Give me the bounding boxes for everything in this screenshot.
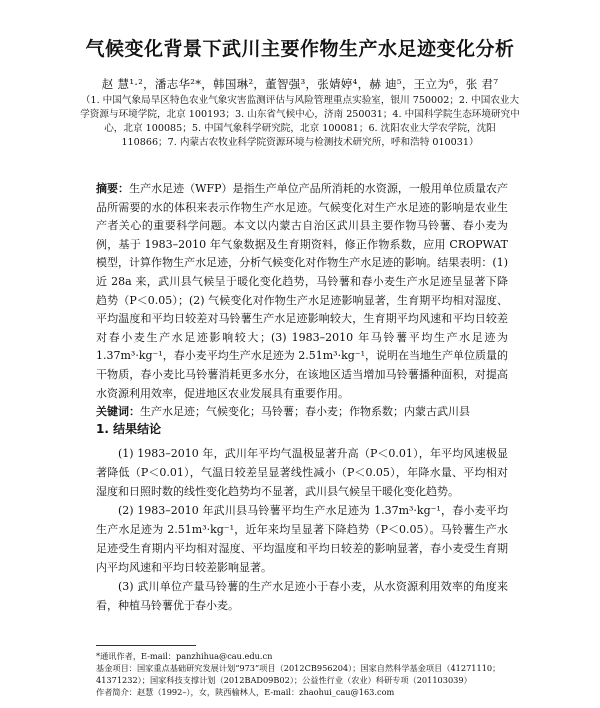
footnote-line: 41371232）；国家科技支撑计划（2012BAD09B02）；公益性行业（农业）科研专项（201103039） — [96, 675, 472, 685]
section-heading: 1. 结果结论 — [96, 422, 162, 436]
results-body — [96, 444, 508, 615]
footnote-line: 作者简介：赵慧（1992–），女，陕西榆林人，E-mail：zhaohui_cau@163.com — [96, 687, 395, 697]
result-paragraph-2: (2) 1983–2010 年武川县马铃薯平均生产水足迹为 1.37m³·kg⁻¹，春小麦平均生产水足迹为 2.51m³·kg⁻¹，近年来均呈显著下降趋势（P＜0.05）。马铃薯生产水足迹受生育期内平均相对湿度、平均温度和平均日较差的影响显著，春小麦受生育期内平均风速和平均日较差影响显著。 — [96, 504, 508, 574]
keywords-text: 生产水足迹；气候变化；马铃薯；春小麦；作物系数；内蒙古武川县 — [140, 405, 470, 419]
abstract-block — [96, 180, 508, 422]
footnotes — [96, 650, 508, 698]
footnote-line: 基金项目：国家重点基础研究发展计划“973”项目（2012CB956204）；国家自然科学基金项目（41271110； — [96, 663, 501, 673]
abstract-text: 生产水足迹（WFP）是指生产单位产品所消耗的水资源，一般用单位质量农产品所需要的水的体积来表示作物生产水足迹。气候变化对生产水足迹的影响是农业生产者关心的重要科学问题。本文以内蒙古自治区武川县主要作物马铃薯、春小麦为例，基于 1983–2010 年气象数据及生育期资料，修正作物系数，应用 CROPWAT 模型，计算作物生产水足迹，分析气候变化对作物生产水足迹的影响。结果表明：(1) 近 28a 来，武川县气候呈于暖化变化趋势，马铃薯和春小麦生产水足迹呈显著下降趋势（P＜0.05）；(2) 气候变化对作物生产水足迹影响显著，生育期平均相对湿度、平均温度和平均日较差对马铃薯生产水足迹影响较大，生育期平均风速和平均日较差对春小麦生产水足迹影响较大；(3) 1983–2010 年马铃薯平均生产水足迹为 1.37m³·kg⁻¹，春小麦平均生产水足迹为 2.51m³·kg⁻¹，说明在当地生产单位质量的干物质，春小麦比马铃薯消耗更多水分，在该地区适当增加马铃薯播种面积，对提高水资源利用效率，促进地区农业发展具有重要作用。 — [96, 182, 508, 400]
result-paragraph-1: (1) 1983–2010 年，武川年平均气温极显著升高（P＜0.01），年平均风速极显著降低（P＜0.01），气温日较差呈显著线性减小（P＜0.05），年降水量、平均相对湿度和日照时数的线性变化趋势均不显著，武川县气候呈干暖化变化趋势。 — [96, 447, 508, 498]
footnote-divider — [96, 645, 196, 646]
keywords-label: 关键词： — [96, 405, 140, 419]
footnote-line: *通讯作者，E-mail：panzhihua@cau.edu.cn — [96, 651, 273, 661]
abstract-label: 摘要： — [96, 182, 130, 195]
paper-title: 气候变化背景下武川主要作物生产水足迹变化分析 — [85, 38, 515, 60]
result-paragraph-3: (3) 武川单位产量马铃薯的生产水足迹小于春小麦，从水资源利用效率的角度来看，种植马铃薯优于春小麦。 — [96, 580, 508, 612]
author-list: 赵 慧¹·²，潘志华²*，韩国琳²，董智强³，张婧婷⁴，赫 迪⁵，王立为⁶，张 君⁷ — [101, 77, 499, 91]
affiliations: （1. 中国气象局旱区特色农业气象灾害监测评估与风险管理重点实验室，银川 750002；2. 中国农业大学资源与环境学院，北京 100193；3. 山东省气候中心，济南 250031；4. 中国科学院生态环境研究中心，北京 100085；5. 中国气象科学研究院，北京 100081；6. 沈阳农业大学农学院，沈阳 110866；7. 内蒙古农牧业科学院资源环境与检测技术研究所，呼和浩特 010031） — [80, 95, 520, 148]
